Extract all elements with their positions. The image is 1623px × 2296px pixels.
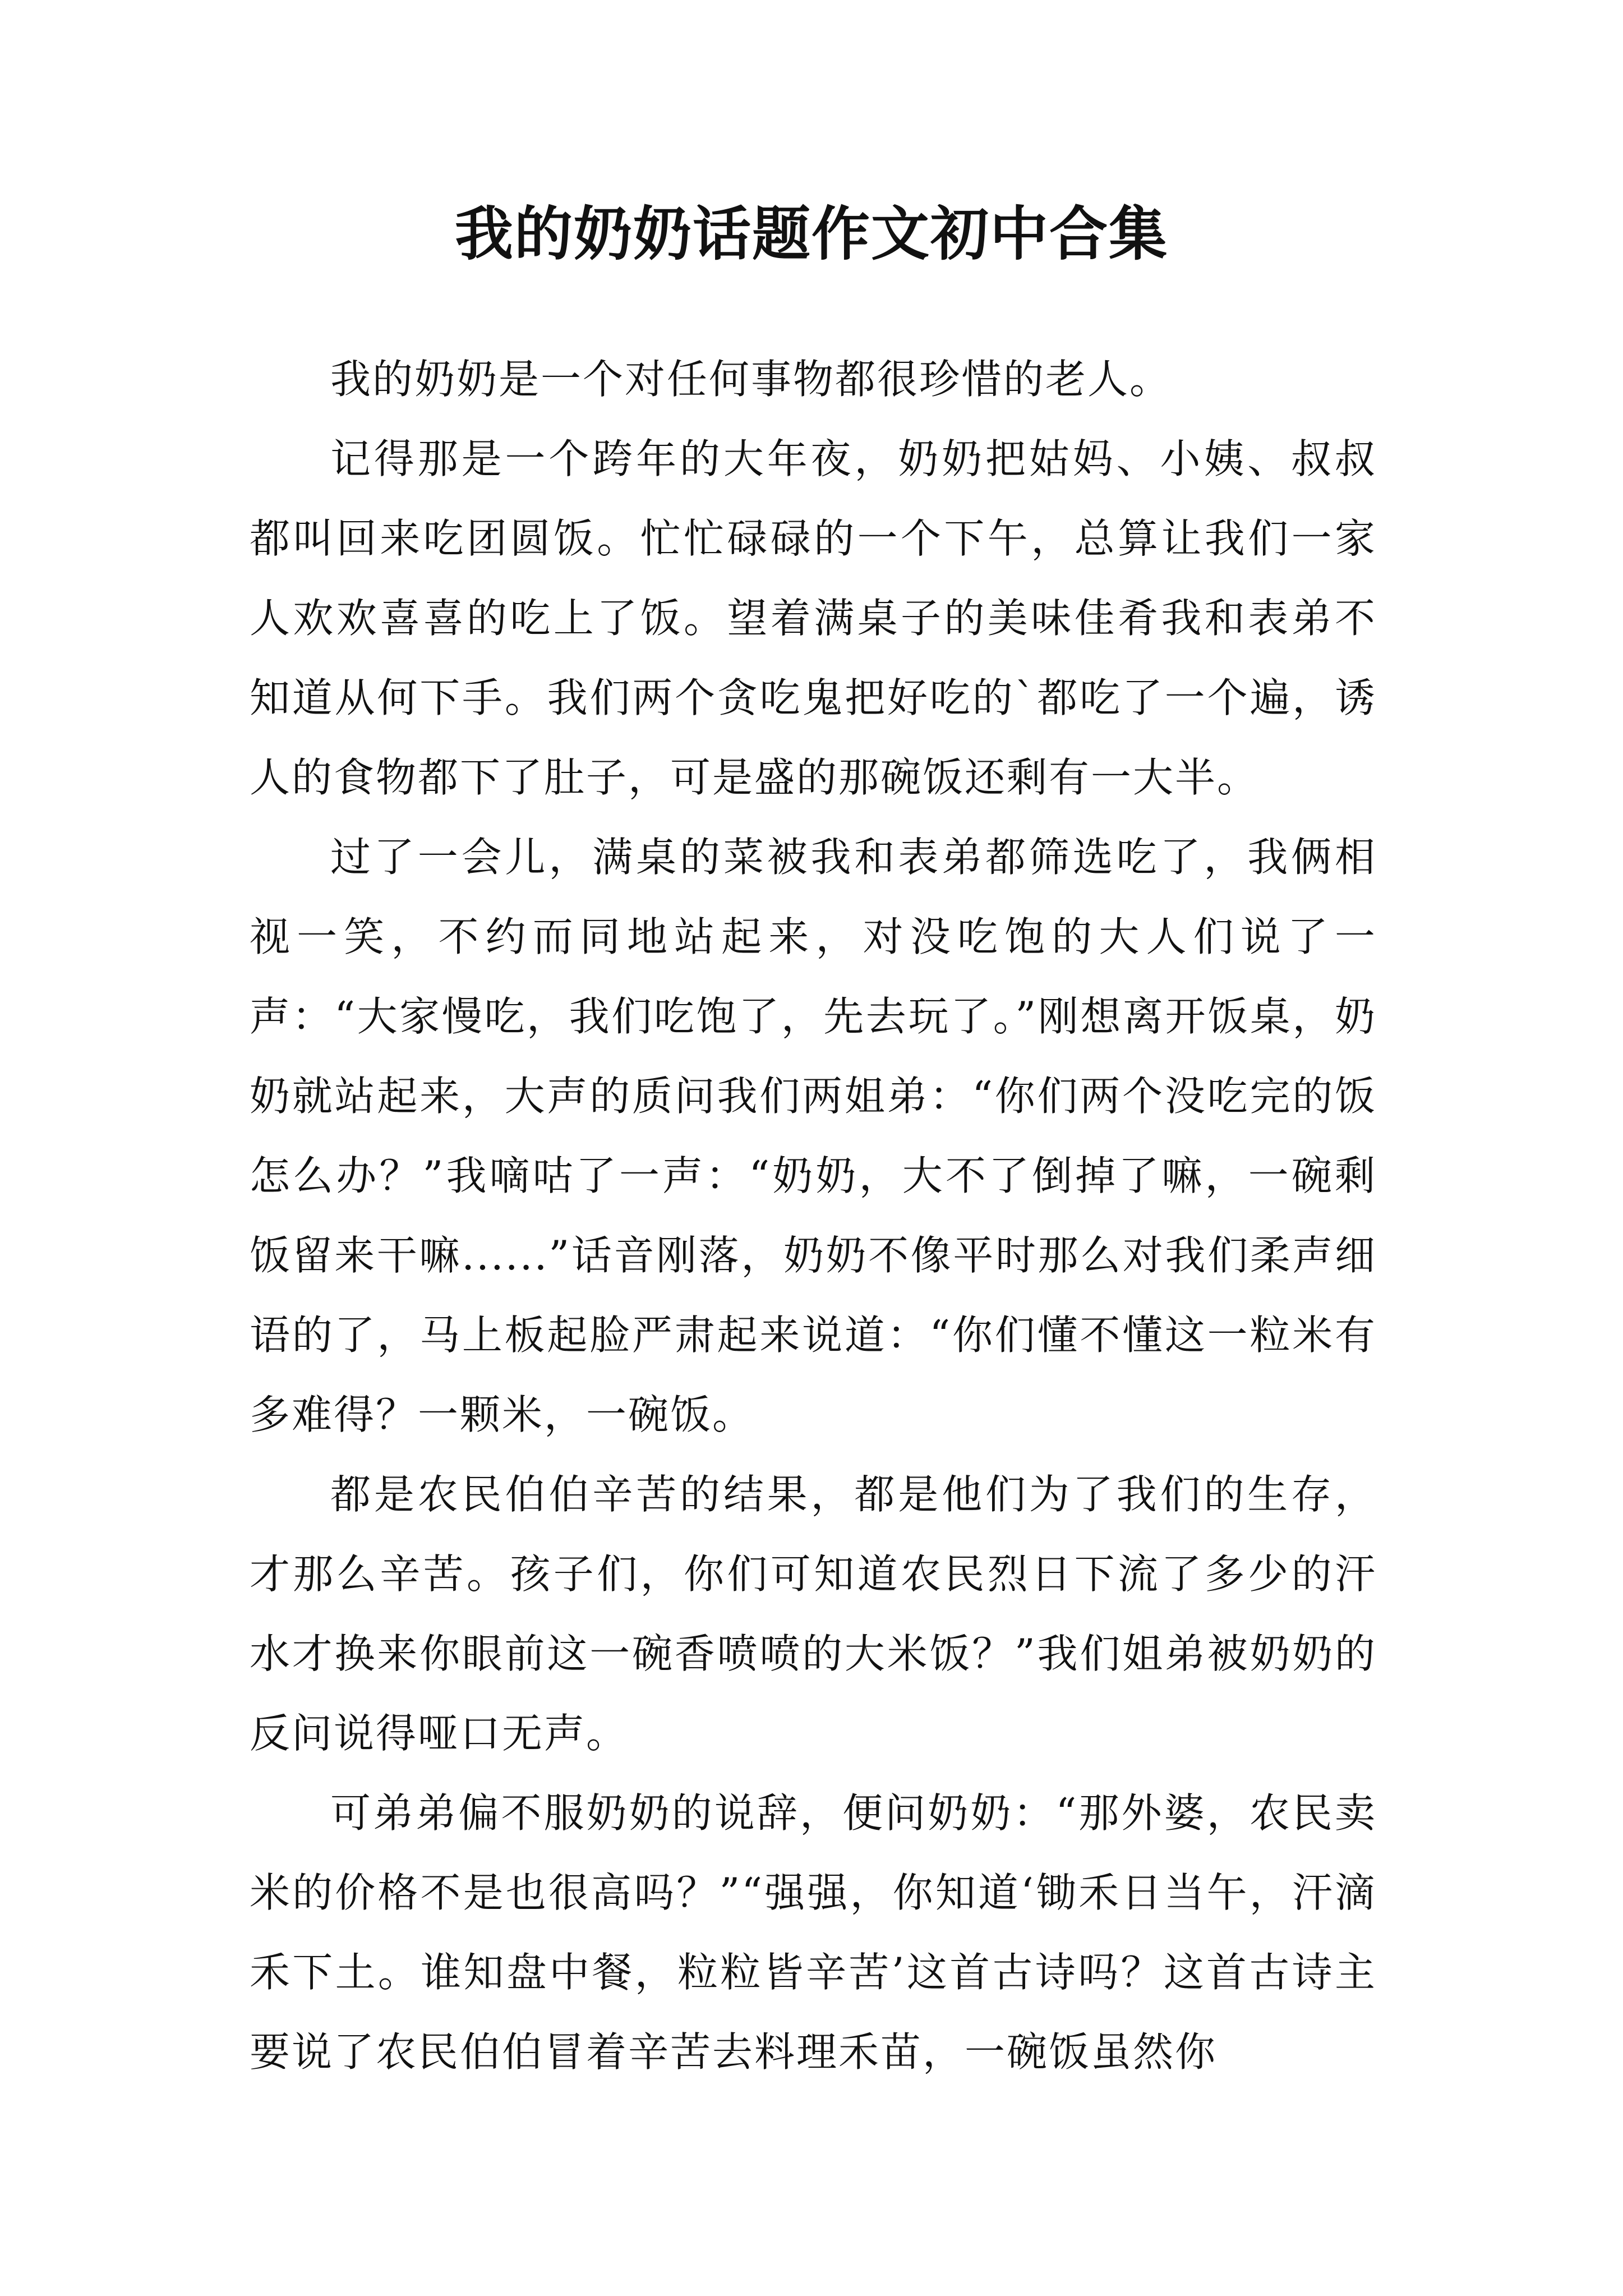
document-title: 我的奶奶话题作文初中合集 <box>454 199 1168 268</box>
paragraph: 记得那是一个跨年的大年夜，奶奶把姑妈、小姨、叔叔都叫回来吃团圆饭。忙忙碌碌的一个下午，总算让我们一家人欢欢喜喜的吃上了饭。望着满桌子的美味佳肴我和表弟不知道从何下手。我们两个贪吃鬼把好吃的`都吃了一个遍，诱人的食物都下了肚子，可是盛的那碗饭还剩有一大半。 <box>250 435 1377 801</box>
paragraph: 过了一会儿，满桌的菜被我和表弟都筛选吃了，我俩相视一笑，不约而同地站起来，对没吃饱的大人们说了一声：“大家慢吃，我们吃饱了，先去玩了。”刚想离开饭桌，奶奶就站起来，大声的质问我们两姐弟：“你们两个没吃完的饭怎么办？”我嘀咕了一声：“奶奶，大不了倒掉了嘛，一碗剩饭留来干嘛......”话音刚落，奶奶不像平时那么对我们柔声细语的了，马上板起脸严肃起来说道：“你们懂不懂这一粒米有多难得？一颗米，一碗饭。 <box>250 834 1377 1438</box>
paragraph: 我的奶奶是一个对任何事物都很珍惜的老人。 <box>330 356 1172 403</box>
paragraph: 都是农民伯伯辛苦的结果，都是他们为了我们的生存，才那么辛苦。孩子们，你们可知道农民烈日下流了多少的汗水才换来你眼前这一碗香喷喷的大米饭？”我们姐弟被奶奶的反问说得哑口无声。 <box>250 1471 1377 1757</box>
document-body <box>250 339 1377 2092</box>
paragraph: 可弟弟偏不服奶奶的说辞，便问奶奶：“那外婆，农民卖米的价格不是也很高吗？”“强强，你知道‘锄禾日当午，汗滴禾下土。谁知盘中餐，粒粒皆辛苦’这首古诗吗？这首古诗主要说了农民伯伯冒着辛苦去料理禾苗，一碗饭虽然你 <box>250 1789 1377 2076</box>
